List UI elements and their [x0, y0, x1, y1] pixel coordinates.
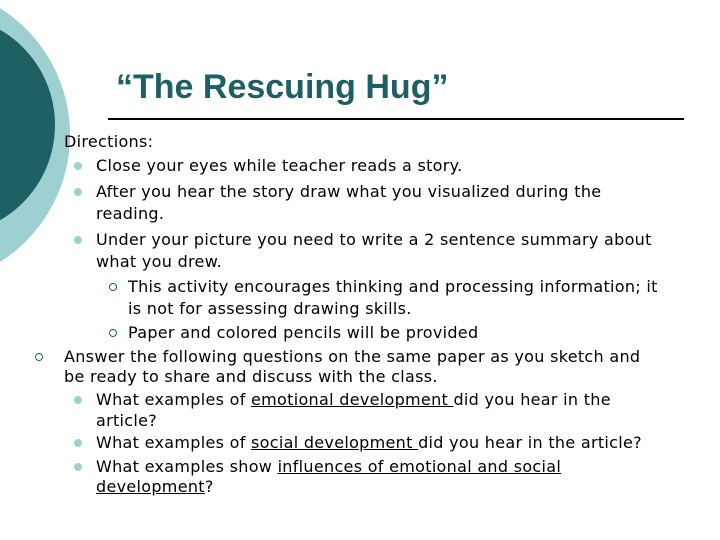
step-2: After you hear the story draw what you visualized during the: [96, 182, 602, 201]
bullet-icon: [74, 463, 82, 471]
slide-title: “The Rescuing Hug”: [116, 68, 449, 106]
social-development-term: social development: [251, 433, 419, 452]
note-1: This activity encourages thinking and processing information; it: [128, 277, 658, 296]
question-2: What examples of social development did you hear in the article?: [96, 433, 642, 452]
development-term: development: [96, 477, 205, 496]
bullet-icon: [74, 439, 82, 447]
bullet-icon: [74, 236, 82, 244]
influences-term: influences of emotional and social: [277, 457, 562, 476]
answer-intro-cont: be ready to share and discuss with the class.: [64, 367, 438, 386]
step-2-cont: reading.: [96, 204, 165, 223]
step-3-cont: what you drew.: [96, 252, 223, 271]
bullet-icon: [74, 162, 82, 170]
step-3: Under your picture you need to write a 2 sentence summary about: [96, 230, 652, 249]
note-2: Paper and colored pencils will be provided: [128, 323, 479, 342]
bullet-icon: [74, 188, 82, 196]
bullet-icon: [74, 396, 82, 404]
question-1: What examples of emotional development did you hear in the: [96, 390, 611, 409]
step-1: Close your eyes while teacher reads a story.: [96, 156, 463, 175]
ring-bullet-icon: [109, 283, 117, 291]
ring-bullet-icon: [109, 329, 117, 337]
question-3: What examples show influences of emotional and social: [96, 457, 562, 476]
ring-bullet-icon: [35, 353, 43, 361]
answer-intro: Answer the following questions on the same paper as you sketch and: [64, 347, 641, 366]
note-1-cont: is not for assessing drawing skills.: [128, 299, 412, 318]
directions-heading: Directions:: [64, 132, 154, 151]
emotional-development-term: emotional development: [251, 390, 454, 409]
question-3-cont: development?: [96, 477, 214, 496]
question-1-cont: article?: [96, 411, 158, 430]
